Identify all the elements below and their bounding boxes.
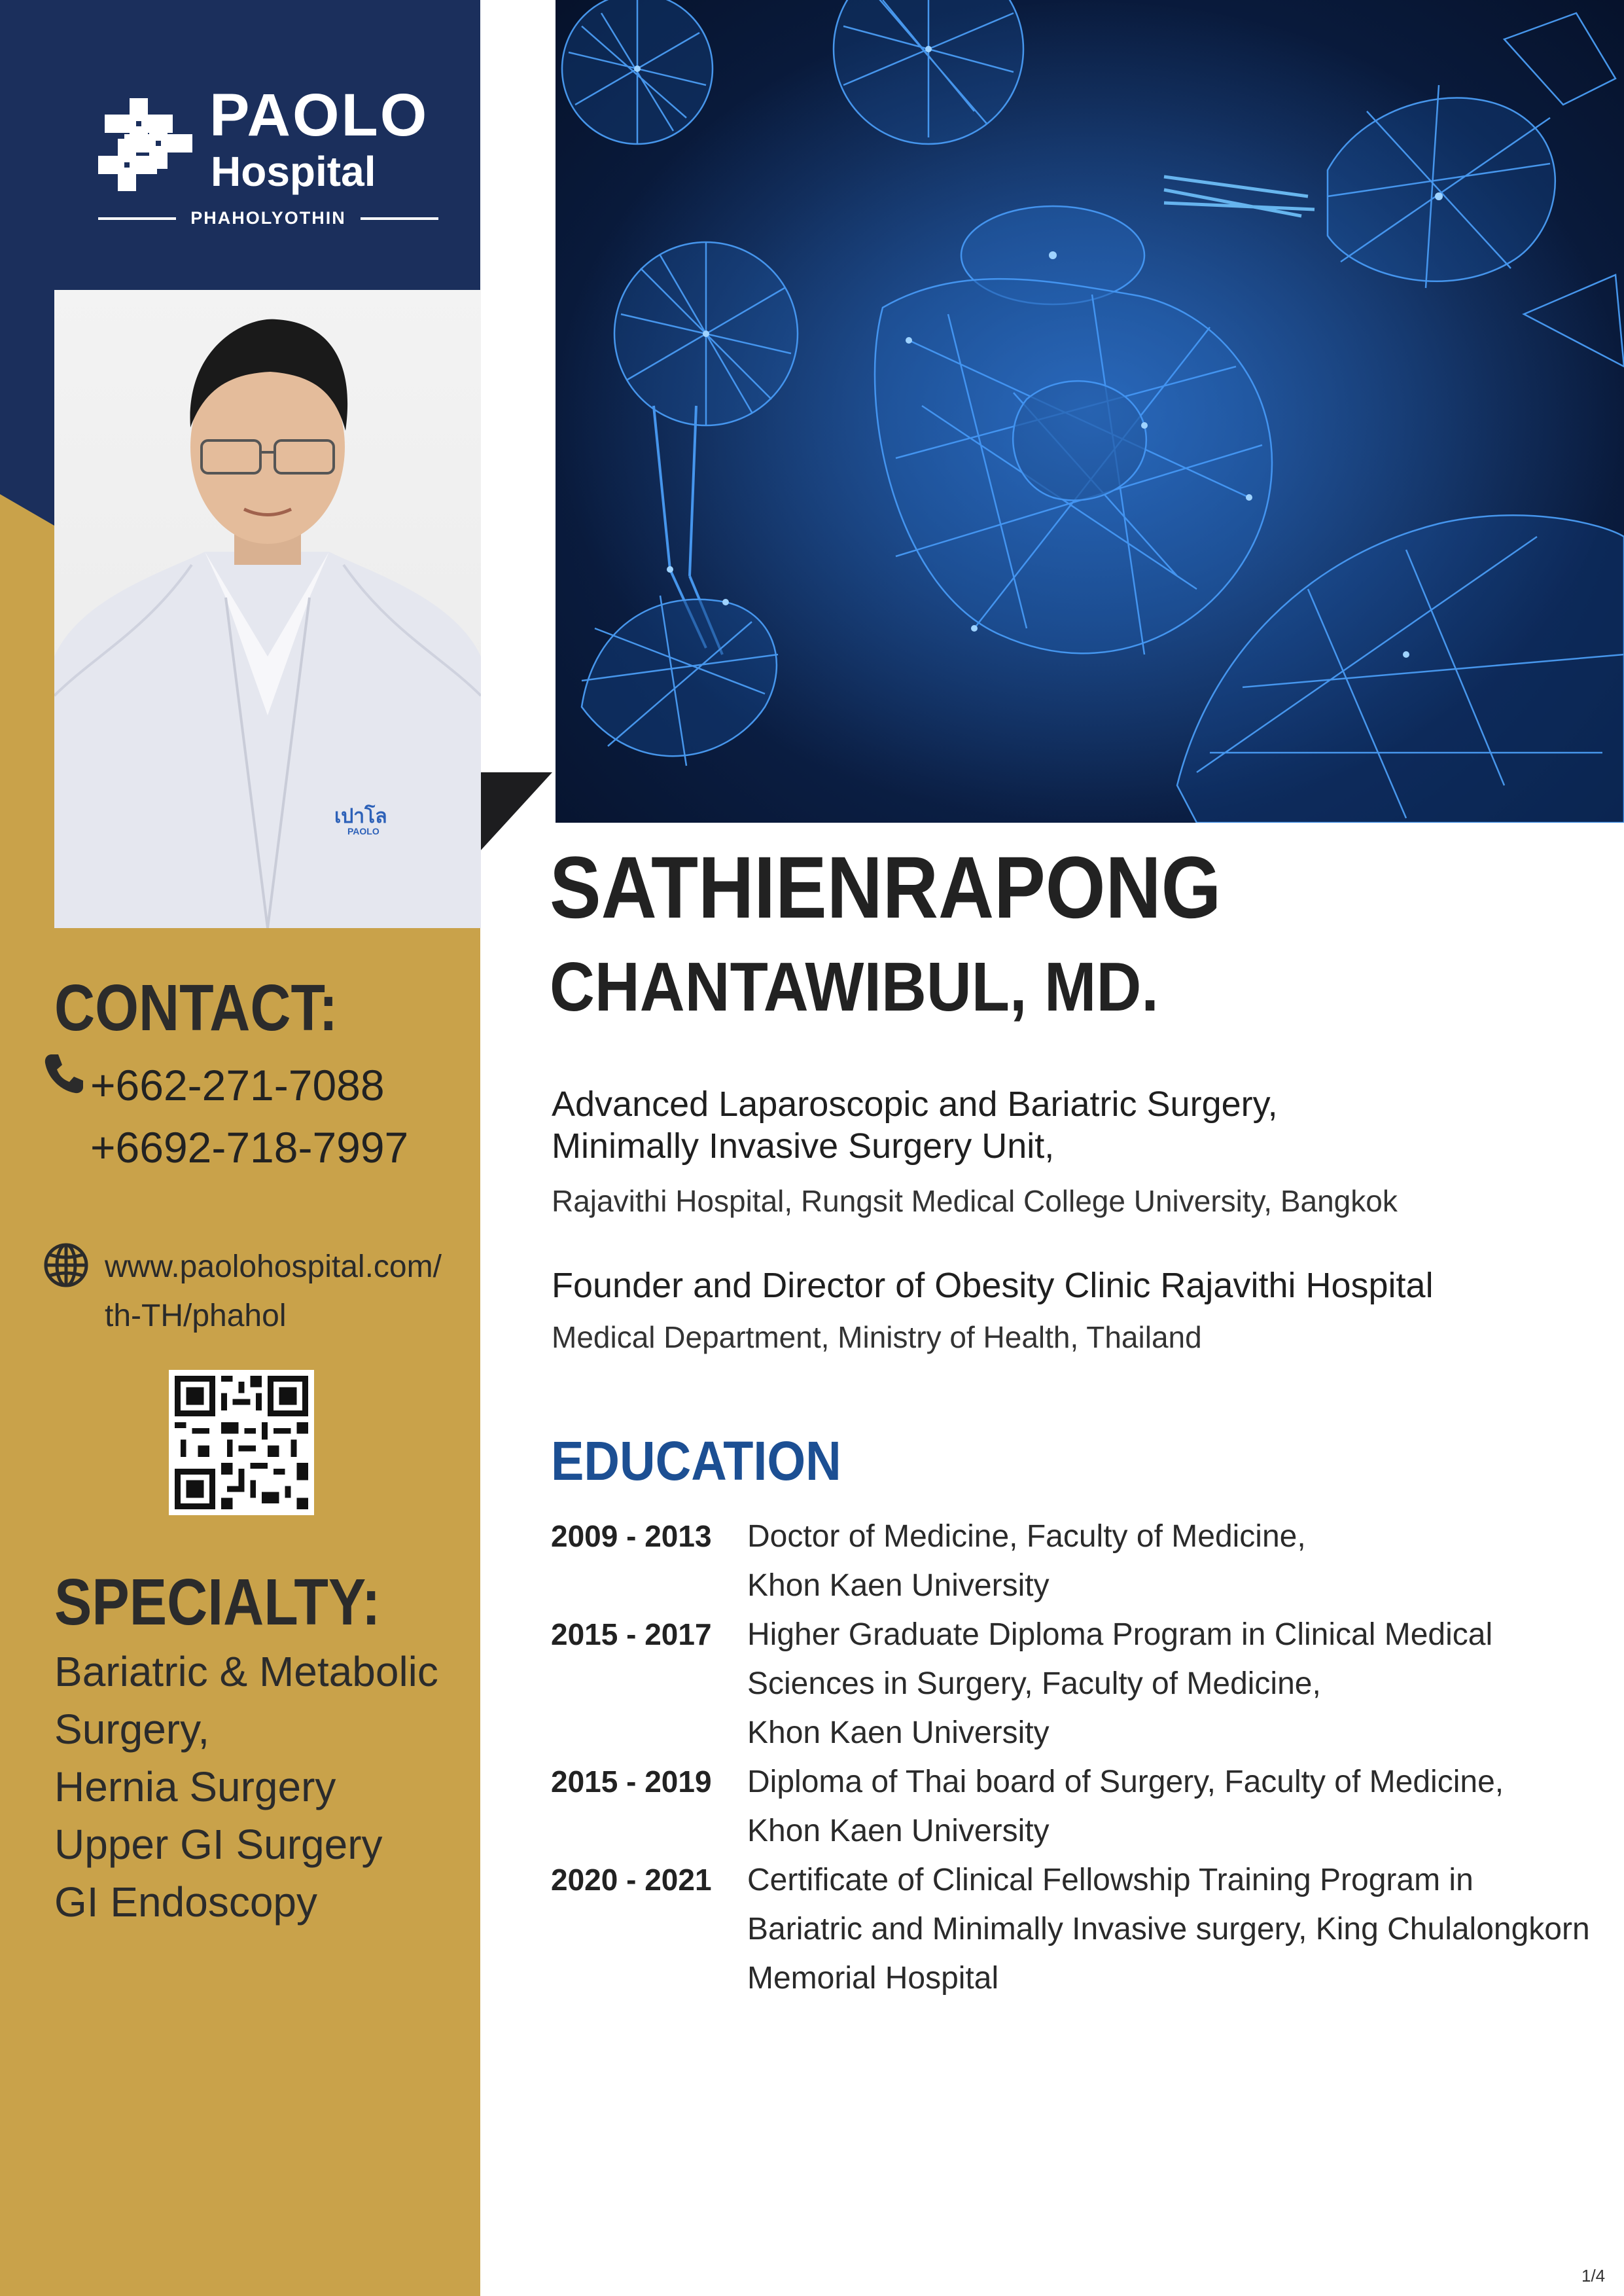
- logo-branch-label: PHAHOLYOTHIN: [190, 208, 346, 228]
- specialty-heading: SPECIALTY:: [54, 1566, 381, 1639]
- position-affiliation: Rajavithi Hospital, Rungsit Medical College University, Bangkok: [552, 1184, 1398, 1218]
- education-line: Sciences in Surgery, Faculty of Medicine,: [747, 1666, 1321, 1701]
- hospital-logo: [98, 82, 438, 236]
- position-title-line: Minimally Invasive Surgery Unit,: [552, 1126, 1055, 1166]
- decorative-wedge: [480, 772, 552, 851]
- hero-surgery-illustration: [556, 0, 1624, 823]
- doctor-portrait: [54, 290, 481, 928]
- education-description: [747, 1757, 1624, 1856]
- education-description: [747, 1610, 1624, 1757]
- hospital-cross-logo: [98, 98, 196, 193]
- divider: [361, 217, 438, 220]
- position-title: [552, 1083, 1278, 1167]
- education-heading: EDUCATION: [551, 1430, 841, 1492]
- education-description: [747, 1856, 1624, 2003]
- education-entry: [551, 1610, 1624, 1757]
- doctor-last-name: CHANTAWIBUL, MD.: [550, 948, 1159, 1026]
- logo-subtitle: Hospital: [211, 148, 376, 195]
- education-description: [747, 1512, 1624, 1610]
- list-item: Hernia Surgery: [54, 1763, 336, 1810]
- list-item: Surgery,: [54, 1706, 210, 1753]
- logo-branch: [98, 208, 438, 228]
- education-entry: [551, 1757, 1624, 1856]
- website-link[interactable]: www.paolohospital.com/: [105, 1249, 442, 1284]
- qr-code[interactable]: [169, 1370, 314, 1515]
- position-title: [552, 1265, 1434, 1306]
- education-entry: [551, 1856, 1624, 2003]
- education-line: Certificate of Clinical Fellowship Training Program in: [747, 1863, 1474, 1897]
- education-years: 2009 - 2013: [551, 1519, 712, 1553]
- list-item: GI Endoscopy: [54, 1878, 317, 1926]
- globe-icon: [43, 1242, 90, 1289]
- coat-badge: [334, 807, 426, 836]
- logo-name: PAOLO: [209, 82, 429, 149]
- position-title-line: Advanced Laparoscopic and Bariatric Surgery,: [552, 1085, 1278, 1124]
- education-years: 2015 - 2017: [551, 1617, 712, 1651]
- phone-number-primary[interactable]: +662-271-7088: [90, 1061, 385, 1109]
- coat-badge-label: เปาโล: [334, 806, 387, 827]
- list-item: Upper GI Surgery: [54, 1821, 383, 1868]
- coat-badge-sub: PAOLO: [347, 826, 380, 836]
- education-line: Memorial Hospital: [747, 1961, 999, 1996]
- website-link-continued[interactable]: th-TH/phahol: [105, 1299, 287, 1333]
- contact-heading: CONTACT:: [54, 971, 338, 1045]
- education-line: Doctor of Medicine, Faculty of Medicine,: [747, 1519, 1306, 1554]
- specialty-list: [54, 1643, 438, 1931]
- education-line: Khon Kaen University: [747, 1814, 1050, 1848]
- divider: [98, 217, 176, 220]
- education-years: 2015 - 2019: [551, 1765, 712, 1799]
- page-number: 1/4: [1581, 2266, 1606, 2286]
- education-line: Khon Kaen University: [747, 1568, 1050, 1603]
- education-years: 2020 - 2021: [551, 1863, 712, 1897]
- list-item: Bariatric & Metabolic: [54, 1648, 438, 1695]
- education-line: Khon Kaen University: [747, 1715, 1050, 1750]
- education-line: Higher Graduate Diploma Program in Clinical Medical: [747, 1617, 1493, 1652]
- education-entry: [551, 1512, 1624, 1610]
- education-line: Bariatric and Minimally Invasive surgery, King Chulalongkorn: [747, 1912, 1590, 1946]
- phone-icon: [43, 1052, 86, 1095]
- position-affiliation: Medical Department, Ministry of Health, Thailand: [552, 1320, 1202, 1354]
- position-title-line: Founder and Director of Obesity Clinic Rajavithi Hospital: [552, 1266, 1434, 1305]
- phone-number-secondary[interactable]: +6692-718-7997: [90, 1123, 409, 1172]
- education-line: Diploma of Thai board of Surgery, Faculty of Medicine,: [747, 1765, 1504, 1799]
- doctor-first-name: SATHIENRAPONG: [550, 839, 1222, 937]
